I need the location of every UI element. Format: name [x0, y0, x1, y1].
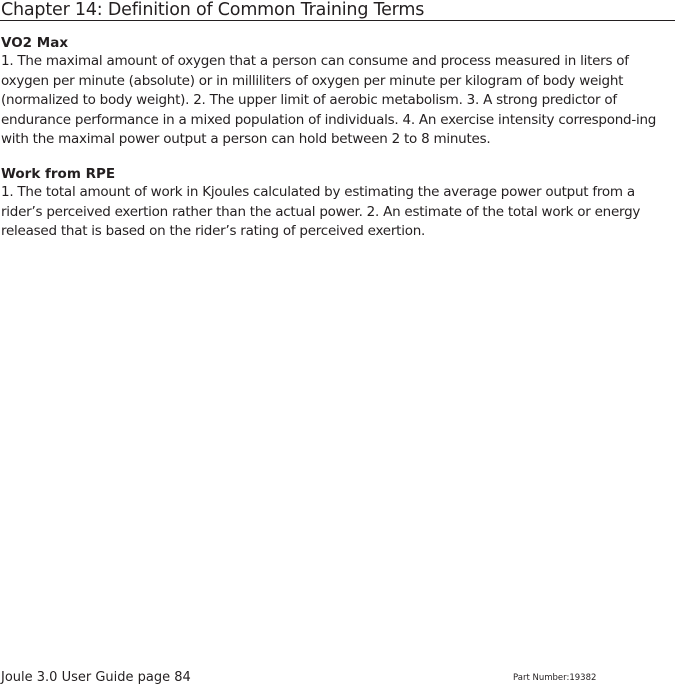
header-rule — [0, 20, 675, 21]
chapter-header — [0, 0, 675, 22]
term-work-from-rpe — [1, 165, 673, 242]
term-title: VO2 Max — [1, 35, 69, 51]
term-vo2-max — [1, 34, 673, 150]
term-title: Work from RPE — [1, 166, 116, 182]
term-definition: 1. The total amount of work in Kjoules calculated by estimating the average power output from a rider’s perceived exertion rather than the actual power. 2. An estimate of the total work or energy released that is based on the rider’s rating of perceived exertion. — [1, 184, 641, 239]
term-definition: 1. The maximal amount of oxygen that a person can consume and process measured in liters of oxygen per minute (absolute) or in milliliters of oxygen per minute per kilogram of body weight (normalized to body weight). 2. The upper limit of aerobic metabolism. 3. A strong predictor of endurance performance in a mixed population of individuals. 4. An exercise intensity correspond-ing with the maximal power output a person can hold between 2 to 8 minutes. — [1, 53, 657, 147]
page-footer-label: Joule 3.0 User Guide page 84 — [1, 670, 191, 685]
chapter-title: Chapter 14: Definition of Common Training Terms — [1, 0, 425, 20]
part-number: Part Number:19382 — [513, 673, 597, 683]
